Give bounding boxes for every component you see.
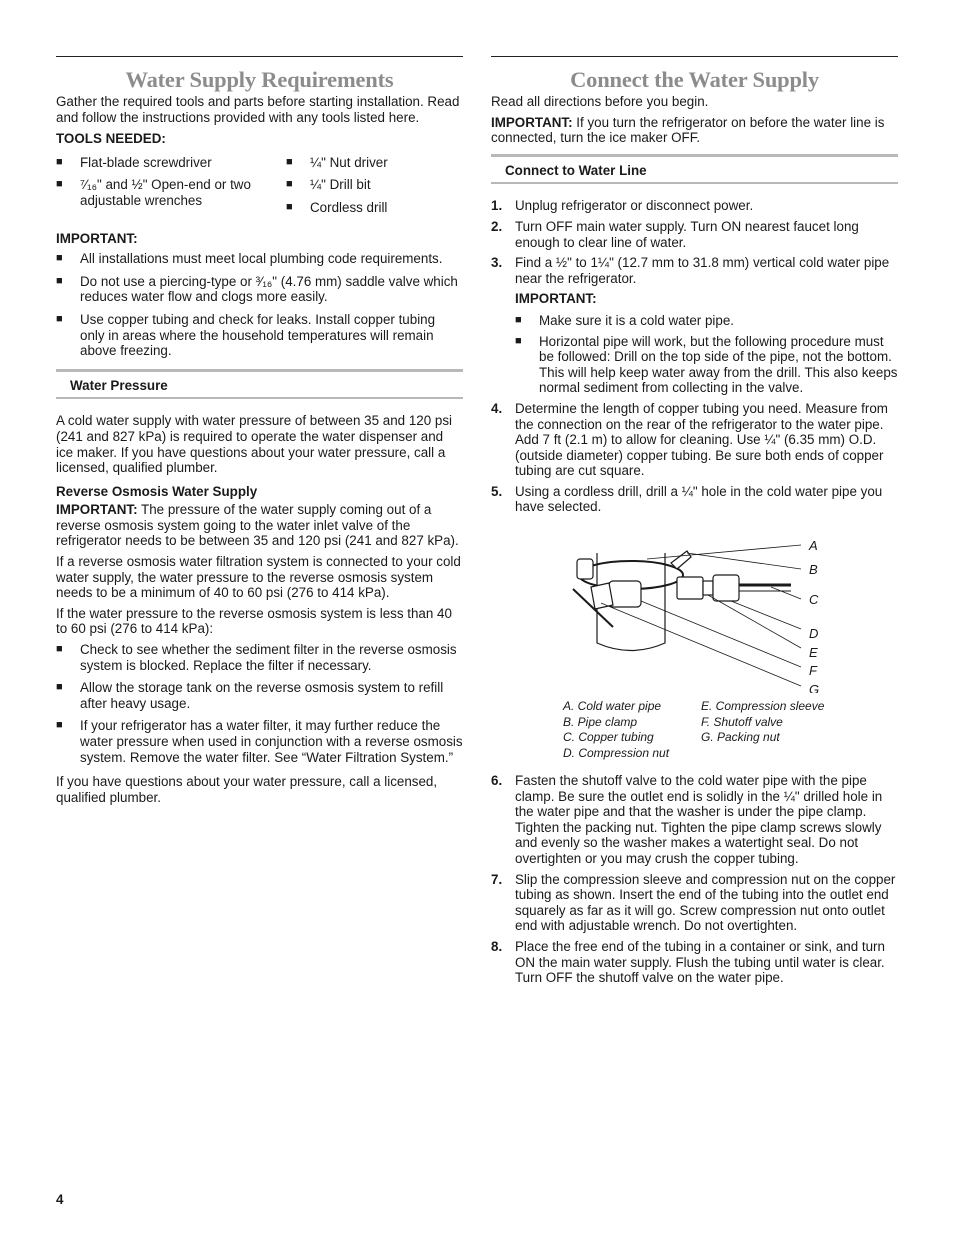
- left-top-rule: [56, 56, 463, 57]
- leader-d: [731, 601, 801, 629]
- closing-text: If you have questions about your water pressure, call a licensed, qualified plumber.: [56, 774, 438, 805]
- important-item: ■ All installations must meet local plumbing code requirements.: [56, 251, 463, 267]
- reverse-osmosis-heading: Reverse Osmosis Water Supply: [56, 483, 258, 499]
- left-column: [56, 56, 463, 810]
- tool-item: ■ ¼" Drill bit: [286, 177, 463, 193]
- shutoff-valve-body: [609, 581, 641, 607]
- legend-item: A. Cold water pipe: [563, 699, 662, 714]
- steps-list-c: [491, 773, 898, 986]
- connect-water-supply-title: Connect the Water Supply: [570, 67, 819, 92]
- tools-list: [56, 155, 463, 223]
- step3-important-list: [515, 313, 898, 396]
- step-number: 2.: [491, 218, 503, 234]
- right-important-paragraph: [491, 115, 898, 146]
- step-item: [491, 198, 898, 214]
- right-column: [491, 56, 898, 991]
- ro-list: [56, 642, 463, 765]
- important-item: ■ Do not use a piercing-type or ³⁄₁₆" (4.76 mm) saddle valve which reduces water flow and clogs more easily.: [56, 274, 463, 305]
- legend-item: G. Packing nut: [701, 730, 780, 745]
- leader-b: [687, 553, 801, 569]
- clamp-screw-left: [577, 559, 593, 579]
- step-text: Place the free end of the tubing in a container or sink, and turn ON the main water supply. Flush the tubing until water is clear. Turn OFF the shutoff valve on the water pipe.: [515, 939, 885, 986]
- step-text: Unplug refrigerator or disconnect power.: [515, 198, 754, 214]
- step-number: 7.: [491, 871, 503, 887]
- compression-sleeve: [703, 581, 713, 595]
- right-top-rule: [491, 56, 898, 57]
- legend-col2: [701, 699, 824, 761]
- diagram-label-g: G: [809, 682, 820, 694]
- ro-paragraph-2: If a reverse osmosis water filtration system is connected to your cold water supply, the water pressure to the reverse osmosis system needs to be a minimum of 40 to 60 psi (276 to 414 kPa).: [56, 554, 461, 601]
- tools-heading: TOOLS NEEDED:: [56, 131, 166, 147]
- step-text: Determine the length of copper tubing you need. Measure from the connection on the rear of the refrigerator to the water pipe. Add 7 ft (2.1 m) to allow for cleaning. Use ¼" (6.35 mm) O.D. (outside diameter) copper tubing. Be sure both ends of copper tubing are cut square.: [515, 400, 888, 479]
- step-text: Turn OFF main water supply. Turn ON nearest faucet long enough to clear line of water.: [515, 218, 859, 250]
- legend-item: E. Compression sleeve: [701, 699, 825, 714]
- legend-item: B. Pipe clamp: [563, 714, 638, 729]
- right-important-label: IMPORTANT:: [491, 114, 573, 130]
- step-item: [491, 872, 898, 934]
- diagram-label-e: E: [809, 645, 818, 661]
- legend-item: D. Compression nut: [563, 745, 670, 760]
- packing-nut: [591, 583, 613, 609]
- diagram-label-f: F: [809, 663, 817, 679]
- step-number: 5.: [491, 483, 503, 499]
- tool-item: ■ Flat-blade screwdriver: [56, 155, 286, 171]
- step-number: 1.: [491, 198, 503, 214]
- right-intro: Read all directions before you begin.: [491, 94, 709, 109]
- step-text: Slip the compression sleeve and compression nut on the copper tubing as shown. Insert the end of the tubing into the outlet end squarely as far as it will go. Screw compression nut onto outlet end with adjustable wrench. Do not overtighten.: [515, 871, 896, 934]
- legend-col1: [563, 699, 701, 761]
- leader-c: [771, 587, 801, 599]
- step-item: [491, 484, 898, 515]
- left-intro: Gather the required tools and parts before starting installation. Read and follow the instructions provided with any tools listed here.: [56, 94, 460, 125]
- diagram-label-d: D: [809, 626, 819, 642]
- important-list: [56, 251, 463, 359]
- shutoff-valve-diagram: [491, 523, 898, 693]
- ro-important-text: The pressure of the water supply coming out of a reverse osmosis system going to the water inlet valve of the refrigerator needs to be between 35 and 120 psi (241 and 827 kPa).: [56, 502, 459, 549]
- ro-item: ■ Check to see whether the sediment filter in the reverse osmosis system is blocked. Replace the filter if necessary.: [56, 642, 463, 673]
- compression-nut: [713, 575, 739, 601]
- step-item: [491, 219, 898, 250]
- step-text: Find a ½" to 1¼" (12.7 mm to 31.8 mm) vertical cold water pipe near the refrigerator.: [515, 255, 890, 286]
- step-number: 4.: [491, 400, 503, 416]
- step-number: 8.: [491, 939, 503, 954]
- legend-item: F. Shutoff valve: [701, 714, 783, 729]
- ro-item: ■ If your refrigerator has a water filter, it may further reduce the water pressure when used in conjunction with a reverse osmosis system. Remove the water filter. See “Water Filtration System.”: [56, 718, 463, 765]
- valve-outlet: [677, 577, 703, 599]
- leader-e: [708, 595, 801, 648]
- step-item: [491, 939, 898, 986]
- diagram-legend: [563, 699, 898, 761]
- step3-important-item: ■ Horizontal pipe will work, but the following procedure must be followed: Drill on the top side of the pipe, not the bottom. This will help keep water away from the drill. This also keeps normal sediment from collecting in the valve.: [515, 334, 898, 396]
- step-number: 6.: [491, 773, 503, 789]
- water-pressure-heading: Water Pressure: [56, 369, 463, 400]
- legend-item: C. Copper tubing: [563, 730, 654, 745]
- steps-list-a: [491, 198, 898, 515]
- important-item: ■ Use copper tubing and check for leaks. Install copper tubing only in areas where the household temperatures will remain above freezing.: [56, 312, 463, 359]
- connect-water-line-heading: Connect to Water Line: [491, 154, 898, 185]
- ro-paragraph-3: If the water pressure to the reverse osmosis system is less than 40 to 60 psi (276 to 414 kPa):: [56, 605, 452, 637]
- tool-item: ■ Cordless drill: [286, 200, 463, 216]
- diagram-label-b: B: [809, 562, 818, 578]
- ro-item: ■ Allow the storage tank on the reverse osmosis system to refill after heavy usage.: [56, 680, 463, 711]
- tool-item: ■ ¼" Nut driver: [286, 155, 463, 171]
- tool-item: ■ ⁷⁄₁₆" and ½" Open-end or two adjustable wrenches: [56, 177, 286, 208]
- page-number: 4: [56, 1192, 64, 1207]
- step-text: Fasten the shutoff valve to the cold water pipe with the pipe clamp. Be sure the outlet end is solidly in the ¼" drilled hole in the water pipe and that the washer is under the pipe clamp. Tighten the packing nut. Tighten the pipe clamp screws slowly and evenly so the washer makes a watertight seal. Do not overtighten or you may crush the copper tubing.: [515, 773, 883, 867]
- step3-important-label: IMPORTANT:: [515, 291, 597, 307]
- step-text: Using a cordless drill, drill a ¼" hole in the cold water pipe you have selected.: [515, 483, 883, 515]
- step-item: [491, 401, 898, 479]
- tools-col2: [286, 155, 463, 223]
- step-number: 3.: [491, 255, 503, 271]
- diagram-label-a: A: [809, 538, 818, 554]
- step3-important-item: ■ Make sure it is a cold water pipe.: [515, 313, 898, 329]
- ro-important-label: IMPORTANT:: [56, 502, 138, 518]
- water-supply-requirements-title: Water Supply Requirements: [125, 67, 394, 92]
- leader-a: [647, 545, 801, 559]
- important-heading: IMPORTANT:: [56, 230, 138, 246]
- step-item: [491, 255, 898, 396]
- water-pressure-text: A cold water supply with water pressure of between 35 and 120 psi (241 and 827 kPa) is required to operate the water dispenser and ice maker. If you have questions about your water pressure, call a licensed, qualified plumber.: [56, 413, 452, 476]
- right-important-text: If you turn the refrigerator on before the water line is connected, turn the ice maker OFF.: [491, 114, 885, 146]
- ro-important-paragraph: [56, 502, 463, 549]
- clamp-screw-right: [671, 551, 691, 569]
- step-item: [491, 773, 898, 867]
- tools-col1: [56, 155, 286, 223]
- diagram-label-c: C: [809, 592, 819, 608]
